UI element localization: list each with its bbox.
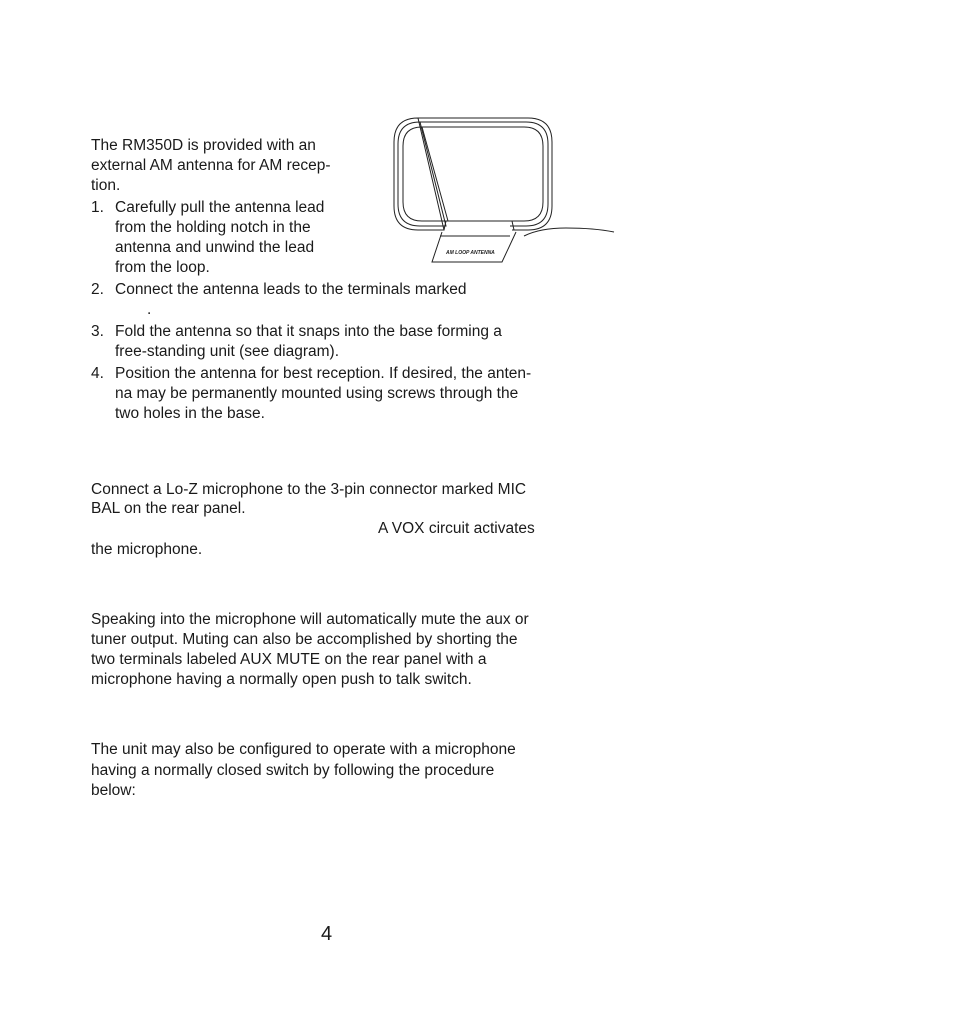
- step-1-number: 1.: [91, 199, 104, 216]
- step-1-line-1: Carefully pull the antenna lead: [115, 199, 325, 216]
- antenna-intro-line-3: tion.: [91, 177, 121, 194]
- muting-line-4: microphone having a normally open push to talk switch.: [91, 671, 472, 688]
- step-2-number: 2.: [91, 281, 104, 298]
- step-4-line-1: Position the antenna for best reception. If desired, the anten-: [115, 365, 532, 382]
- step-1-line-2: from the holding notch in the: [115, 219, 311, 236]
- antenna-intro-line-1: The RM350D is provided with an: [91, 137, 316, 154]
- antenna-diagram-label: AM LOOP ANTENNA: [446, 250, 495, 256]
- muting-line-3: two terminals labeled AUX MUTE on the rear panel with a: [91, 651, 487, 668]
- step-4-line-3: two holes in the base.: [115, 405, 265, 422]
- step-3-line-2: free-standing unit (see diagram).: [115, 343, 340, 360]
- step-1-line-3: antenna and unwind the lead: [115, 239, 315, 256]
- step-2-line-2: .: [147, 301, 152, 318]
- closed-switch-line-1: The unit may also be configured to operate with a microphone: [91, 741, 516, 758]
- page-number: 4: [321, 923, 333, 945]
- closed-switch-line-3: below:: [91, 782, 136, 799]
- mic-line-2: BAL on the rear panel.: [91, 500, 246, 517]
- antenna-intro-line-2: external AM antenna for AM recep-: [91, 157, 331, 174]
- step-1-line-4: from the loop.: [115, 259, 210, 276]
- am-loop-antenna-diagram: [390, 112, 616, 268]
- step-3-number: 3.: [91, 323, 104, 340]
- closed-switch-line-2: having a normally closed switch by following the procedure: [91, 762, 495, 779]
- step-2-line-1: Connect the antenna leads to the terminals marked: [115, 281, 467, 298]
- step-3-line-1: Fold the antenna so that it snaps into the base forming a: [115, 323, 502, 340]
- antenna-loop-inner: [403, 127, 543, 221]
- step-4-number: 4.: [91, 365, 104, 382]
- mic-line-1: Connect a Lo-Z microphone to the 3-pin connector marked MIC: [91, 481, 527, 498]
- mic-line-4: the microphone.: [91, 541, 203, 558]
- antenna-loop-middle: [398, 122, 548, 226]
- antenna-loop-outer: [394, 118, 552, 230]
- muting-line-2: tuner output. Muting can also be accomplished by shorting the: [91, 631, 518, 648]
- step-4-line-2: na may be permanently mounted using screws through the: [115, 385, 519, 402]
- antenna-base-top: [448, 221, 514, 230]
- mic-line-3: A VOX circuit activates: [378, 520, 535, 537]
- muting-line-1: Speaking into the microphone will automatically mute the aux or: [91, 611, 529, 628]
